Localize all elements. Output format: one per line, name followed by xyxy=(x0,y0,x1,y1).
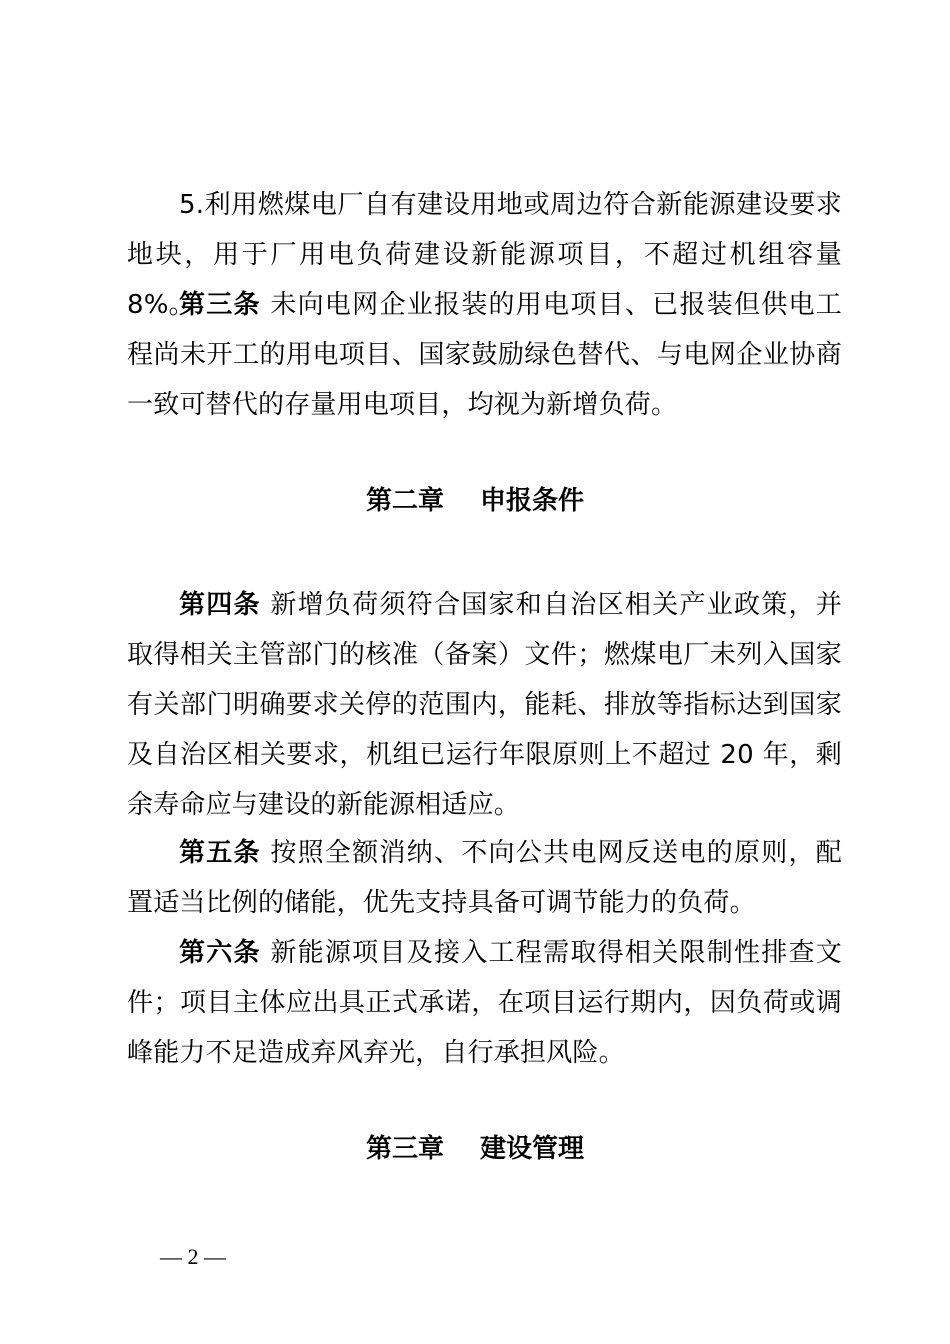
article-label: 第六条 xyxy=(179,938,261,968)
paragraph-text: 新增负荷须符合国家和自治区相关产业政策，并取得相关主管部门的核准（备案）文件；燃煤电厂未列入国家有关部门明确要求关停的范围内，能耗、排放等指标达到国家及自治区相关要求，机组已运行年限原则上不超过 20 年，剩余寿命应与建设的新能源相适应。 xyxy=(127,590,842,820)
article-label: 第四条 xyxy=(179,590,261,620)
article-label: 第五条 xyxy=(179,838,261,868)
paragraph-article-4 xyxy=(127,580,842,830)
paragraph-text: 未向电网企业报装的用电项目、已报装但供电工程尚未开工的用电项目、国家鼓励绿色替代、与电网企业协商一致可替代的存量用电项目，均视为新增负荷。 xyxy=(127,290,842,420)
chapter-heading-2 xyxy=(0,481,950,521)
chapter-number: 第三章 xyxy=(365,1134,444,1164)
article-label: 第三条 xyxy=(179,290,261,320)
paragraph-text: 5.利用燃煤电厂自有建设用地或周边符合新能源建设要求地块，用于厂用电负荷建设新能源项目，不超过机组容量 8%。 xyxy=(127,190,842,320)
chapter-number: 第二章 xyxy=(365,486,444,516)
paragraph-article-5 xyxy=(127,828,842,928)
chapter-title: 申报条件 xyxy=(480,486,585,516)
paragraph-article-3 xyxy=(127,280,842,430)
chapter-heading-3 xyxy=(0,1129,950,1169)
paragraph-article-6 xyxy=(127,928,842,1078)
page-number: — 2 — xyxy=(160,1244,226,1269)
paragraph-text: 按照全额消纳、不向公共电网反送电的原则，配置适当比例的储能，优先支持具备可调节能力的负荷。 xyxy=(127,838,842,918)
chapter-title: 建设管理 xyxy=(480,1134,585,1164)
paragraph-text: 新能源项目及接入工程需取得相关限制性排查文件；项目主体应出具正式承诺，在项目运行期内，因负荷或调峰能力不足造成弃风弃光，自行承担风险。 xyxy=(127,938,842,1068)
